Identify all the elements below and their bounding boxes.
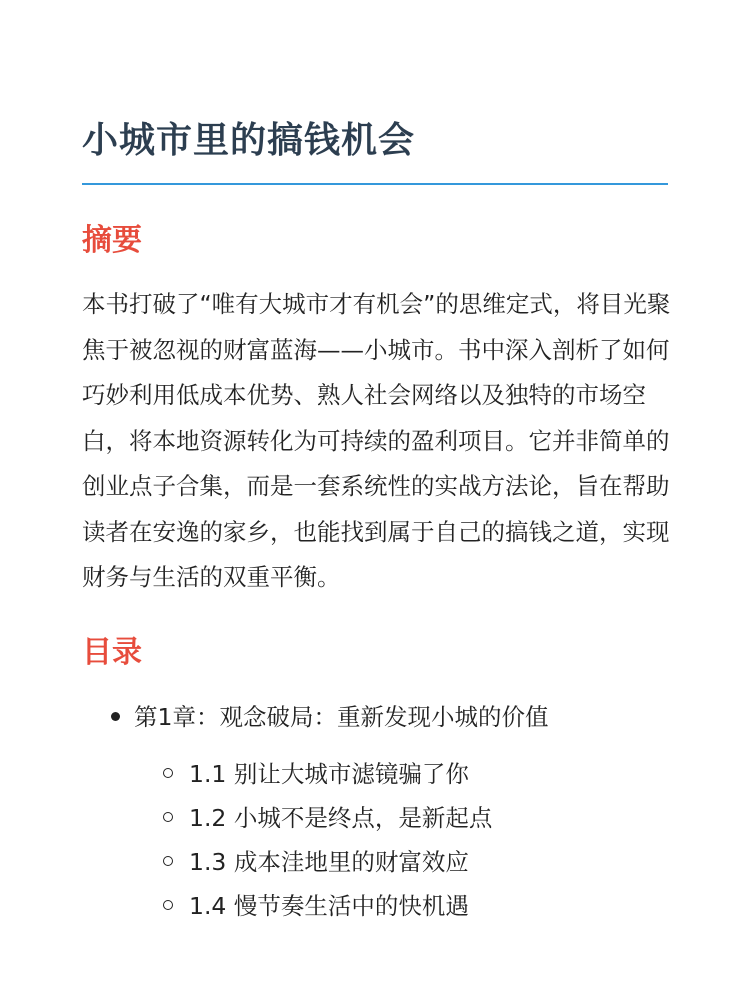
toc-section-item — [82, 798, 668, 838]
toc-section-item — [82, 842, 668, 882]
title-divider — [82, 183, 668, 185]
toc-section-label: 1.1 别让大城市滤镜骗了你 — [189, 760, 469, 788]
toc-section-item — [82, 886, 668, 926]
summary-paragraph: 本书打破了“唯有大城市才有机会”的思维定式，将目光聚焦于被忽视的财富蓝海——小城市。书中深入剖析了如何巧妙利用低成本优势、熟人社会网络以及独特的市场空白，将本地资源转化为可持续的盈利项目。它并非简单的创业点子合集，而是一套系统性的实战方法论，旨在帮助读者在安逸的家乡，也能找到属于自己的搞钱之道，实现财务与生活的双重平衡。 — [82, 290, 671, 591]
bullet-circle-icon — [163, 768, 173, 778]
toc-section-label: 1.3 成本洼地里的财富效应 — [189, 848, 469, 876]
bullet-disc-icon — [111, 712, 120, 721]
bullet-circle-icon — [163, 900, 173, 910]
toc-chapter-label: 第1章：观念破局：重新发现小城的价值 — [134, 703, 549, 731]
toc-section-item — [82, 754, 668, 794]
toc-section-label: 1.2 小城不是终点，是新起点 — [189, 804, 493, 832]
toc-section-label: 1.4 慢节奏生活中的快机遇 — [189, 892, 469, 920]
toc-chapter-item — [82, 697, 668, 737]
page-title: 小城市里的搞钱机会 — [82, 120, 416, 161]
summary-heading: 摘要 — [82, 223, 142, 258]
bullet-circle-icon — [163, 812, 173, 822]
toc-heading: 目录 — [82, 635, 142, 670]
bullet-circle-icon — [163, 856, 173, 866]
